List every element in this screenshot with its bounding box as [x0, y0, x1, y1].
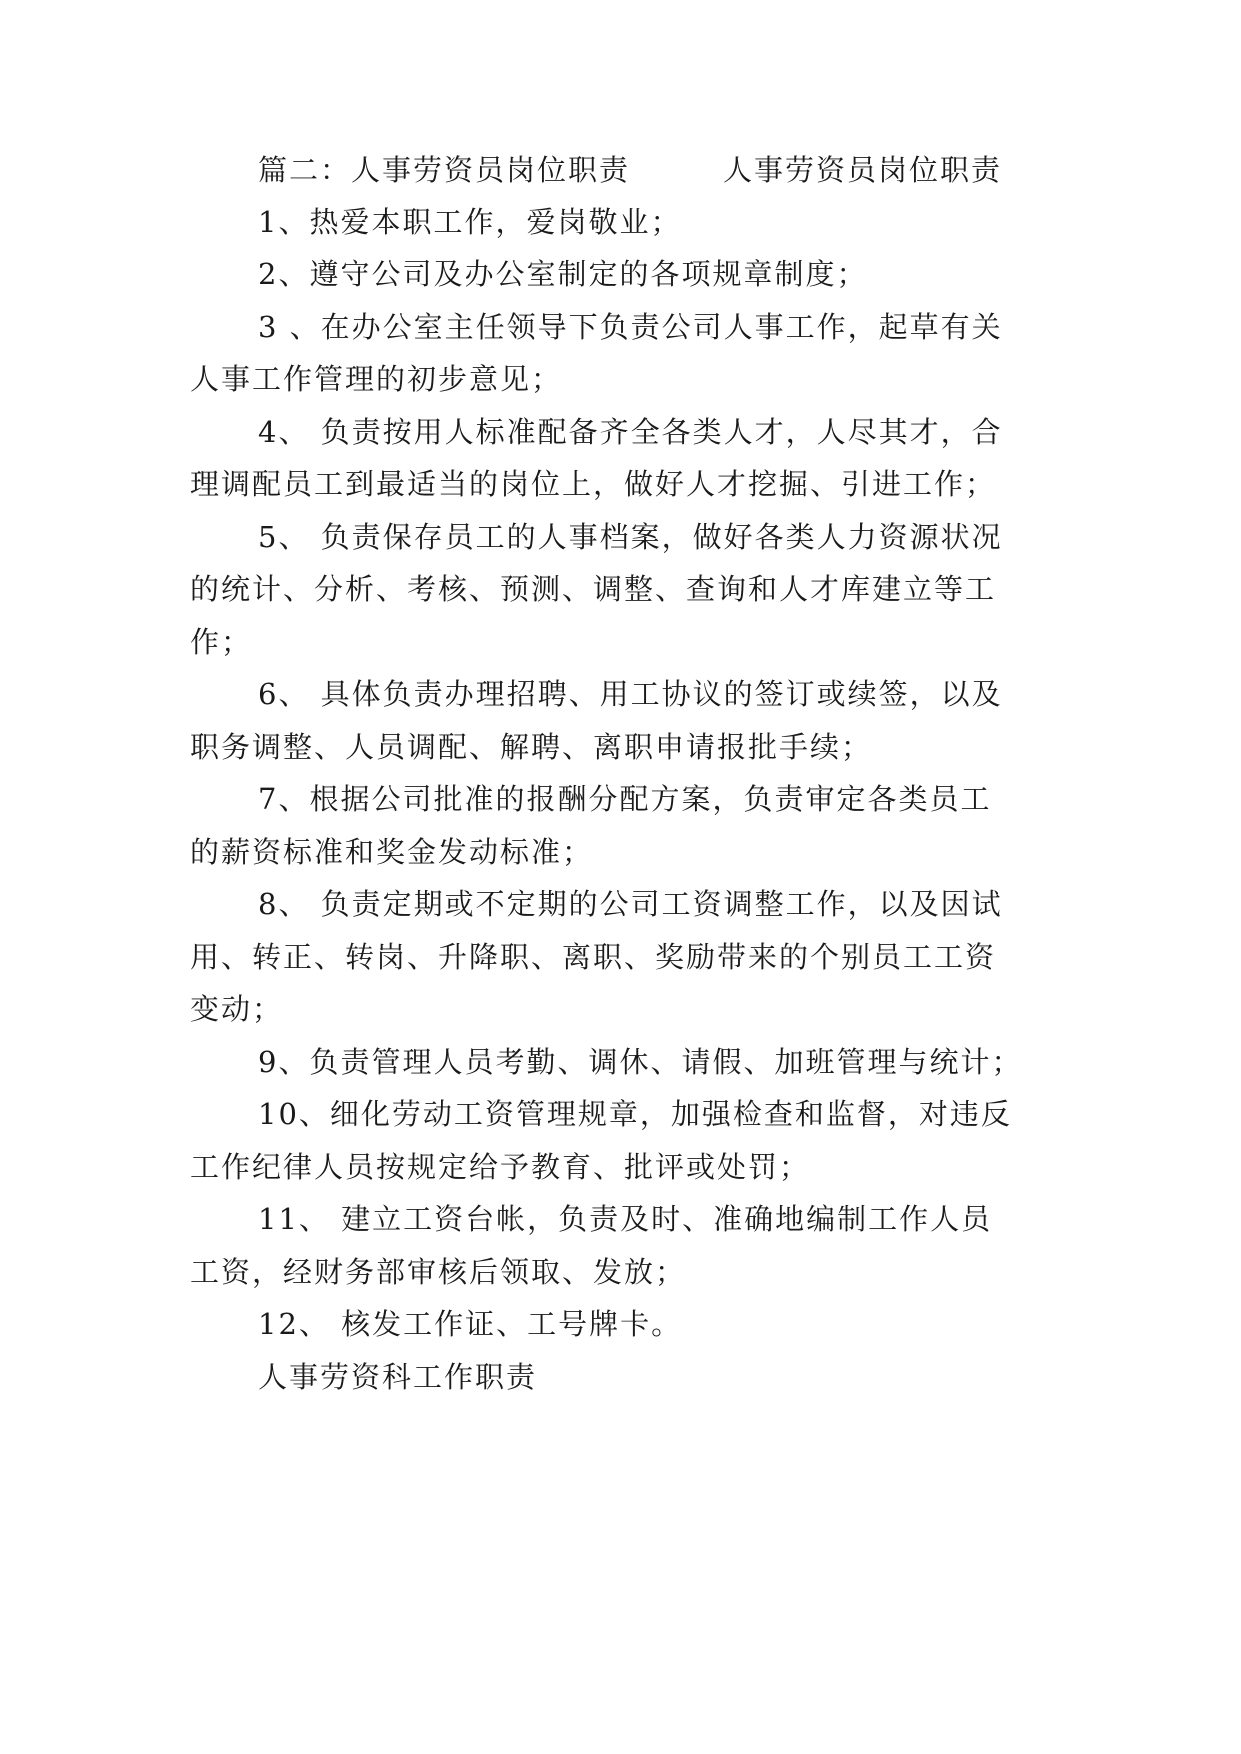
text-line: 8、 负责定期或不定期的公司工资调整工作，以及因试 [258, 887, 1003, 921]
text-line: 工资，经财务部审核后领取、发放； [190, 1255, 687, 1289]
text-line: 4、 负责按用人标准配备齐全各类人才，人尽其才，合 [258, 415, 1003, 449]
text-line: 职务调整、人员调配、解聘、离职申请报批手续； [190, 730, 873, 764]
text-line: 的薪资标准和奖金发动标准； [190, 835, 594, 869]
text-line: 变动； [190, 992, 284, 1026]
section-title: 人事劳资科工作职责 [258, 1360, 538, 1394]
text-line: 1、热爱本职工作，爱岗敬业； [258, 205, 682, 239]
text-line: 10、细化劳动工资管理规章，加强检查和监督，对违反 [258, 1097, 1012, 1131]
text-line: 12、 核发工作证、工号牌卡。 [258, 1307, 683, 1341]
text-line: 3 、在办公室主任领导下负责公司人事工作，起草有关 [258, 310, 1003, 344]
text-line: 11、 建立工资台帐，负责及时、准确地编制工作人员 [258, 1202, 993, 1236]
document-heading: 篇二：人事劳资员岗位职责 人事劳资员岗位职责 [258, 153, 1003, 187]
text-line: 作； [190, 625, 253, 659]
text-line: 6、 具体负责办理招聘、用工协议的签订或续签，以及 [258, 677, 1003, 711]
text-line: 工作纪律人员按规定给予教育、批评或处罚； [190, 1150, 811, 1184]
text-line: 理调配员工到最适当的岗位上，做好人才挖掘、引进工作； [190, 467, 997, 501]
text-line: 的统计、分析、考核、预测、调整、查询和人才库建立等工 [190, 572, 997, 606]
text-line: 用、转正、转岗、升降职、离职、奖励带来的个别员工工资 [190, 940, 997, 974]
text-line: 人事工作管理的初步意见； [190, 362, 563, 396]
text-line: 9、负责管理人员考勤、调休、请假、加班管理与统计； [258, 1045, 1023, 1079]
text-line: 2、遵守公司及办公室制定的各项规章制度； [258, 257, 868, 291]
text-line: 7、根据公司批准的报酬分配方案，负责审定各类员工 [258, 782, 992, 816]
text-line: 5、 负责保存员工的人事档案，做好各类人力资源状况 [258, 520, 1003, 554]
